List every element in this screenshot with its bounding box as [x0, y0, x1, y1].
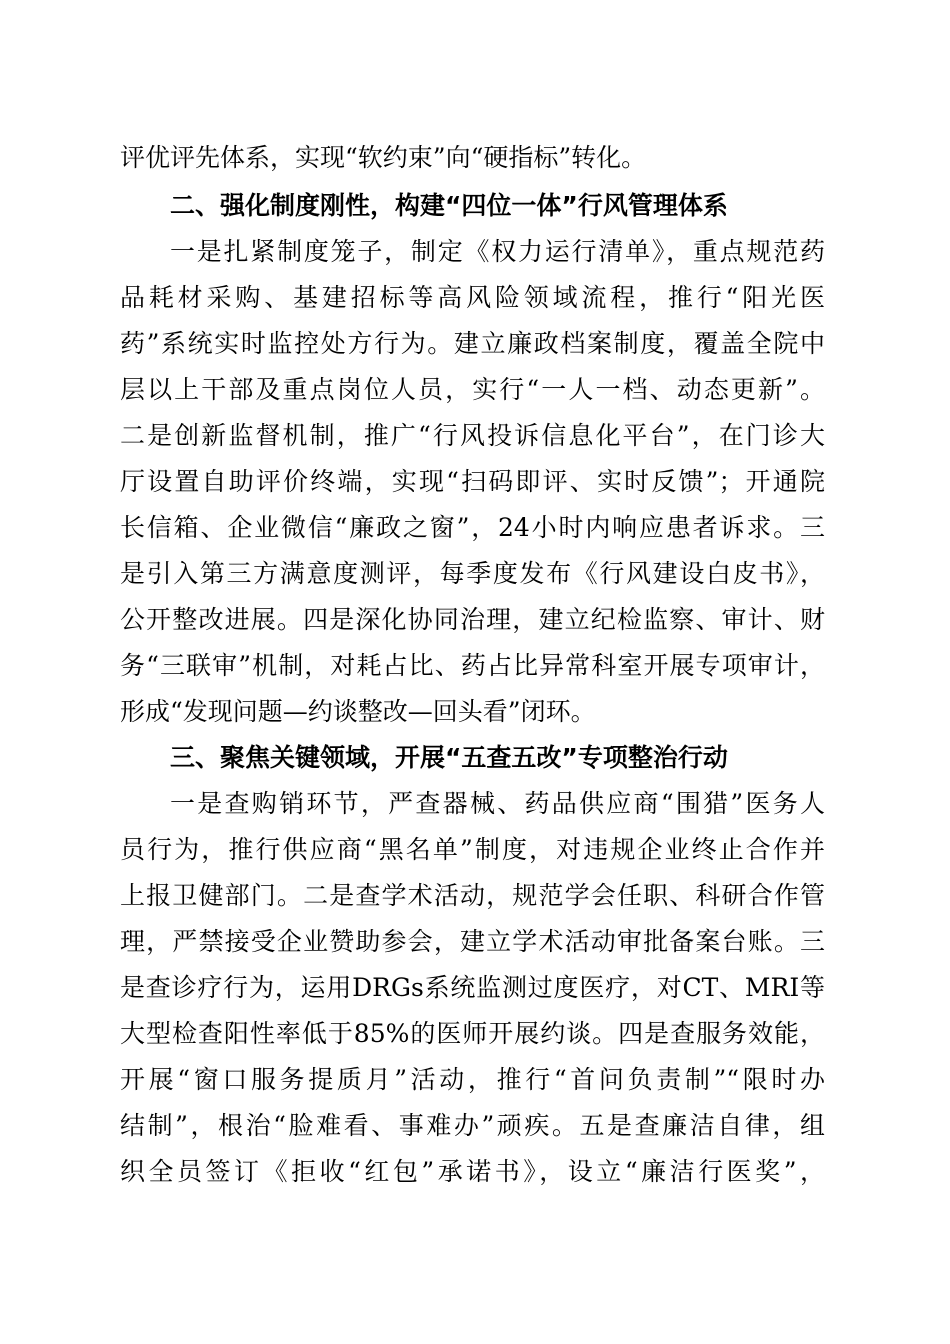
paragraph-line: 是查诊疗行为，运用DRGs系统监测过度医疗，对CT、MRI等	[120, 973, 825, 1002]
paragraph-line: 大型检查阳性率低于85%的医师开展约谈。四是查服务效能，	[120, 1019, 825, 1048]
paragraph-line: 一是查购销环节，严查器械、药品供应商“围猎”医务人	[170, 789, 825, 818]
paragraph-line: 开展“窗口服务提质月”活动，推行“首问负责制”“限时办	[120, 1065, 825, 1094]
paragraph-line: 二是创新监督机制，推广“行风投诉信息化平台”，在门诊大	[120, 421, 825, 450]
paragraph-line: 上报卫健部门。二是查学术活动，规范学会任职、科研合作管	[120, 881, 825, 910]
paragraph-line: 品耗材采购、基建招标等高风险领域流程，推行“阳光医	[120, 283, 825, 312]
paragraph-line: 药”系统实时监控处方行为。建立廉政档案制度，覆盖全院中	[120, 329, 825, 358]
section-heading-2: 二、强化制度刚性，构建“四位一体”行风管理体系	[170, 191, 728, 220]
paragraph-line: 形成“发现问题—约谈整改—回头看”闭环。	[120, 697, 596, 726]
paragraph-line: 评优评先体系，实现“软约束”向“硬指标”转化。	[120, 143, 647, 172]
paragraph-line: 是引入第三方满意度测评，每季度发布《行风建设白皮书》，	[120, 559, 825, 588]
section-heading-3: 三、聚焦关键领域，开展“五查五改”专项整治行动	[170, 743, 728, 772]
paragraph-line: 公开整改进展。四是深化协同治理，建立纪检监察、审计、财	[120, 605, 825, 634]
paragraph-line: 厅设置自助评价终端，实现“扫码即评、实时反馈”；开通院	[120, 467, 825, 496]
paragraph-line: 长信箱、企业微信“廉政之窗”，24小时内响应患者诉求。三	[120, 513, 825, 542]
paragraph-line: 理，严禁接受企业赞助参会，建立学术活动审批备案台账。三	[120, 927, 825, 956]
paragraph-line: 务“三联审”机制，对耗占比、药占比异常科室开展专项审计，	[120, 651, 825, 680]
paragraph-line: 织全员签订《拒收“红包”承诺书》，设立“廉洁行医奖”，	[120, 1157, 825, 1186]
paragraph-line: 一是扎紧制度笼子，制定《权力运行清单》，重点规范药	[170, 237, 825, 266]
paragraph-line: 层以上干部及重点岗位人员，实行“一人一档、动态更新”。	[120, 375, 825, 404]
paragraph-line: 结制”，根治“脸难看、事难办”顽疾。五是查廉洁自律，组	[120, 1111, 825, 1140]
paragraph-line: 员行为，推行供应商“黑名单”制度，对违规企业终止合作并	[120, 835, 825, 864]
